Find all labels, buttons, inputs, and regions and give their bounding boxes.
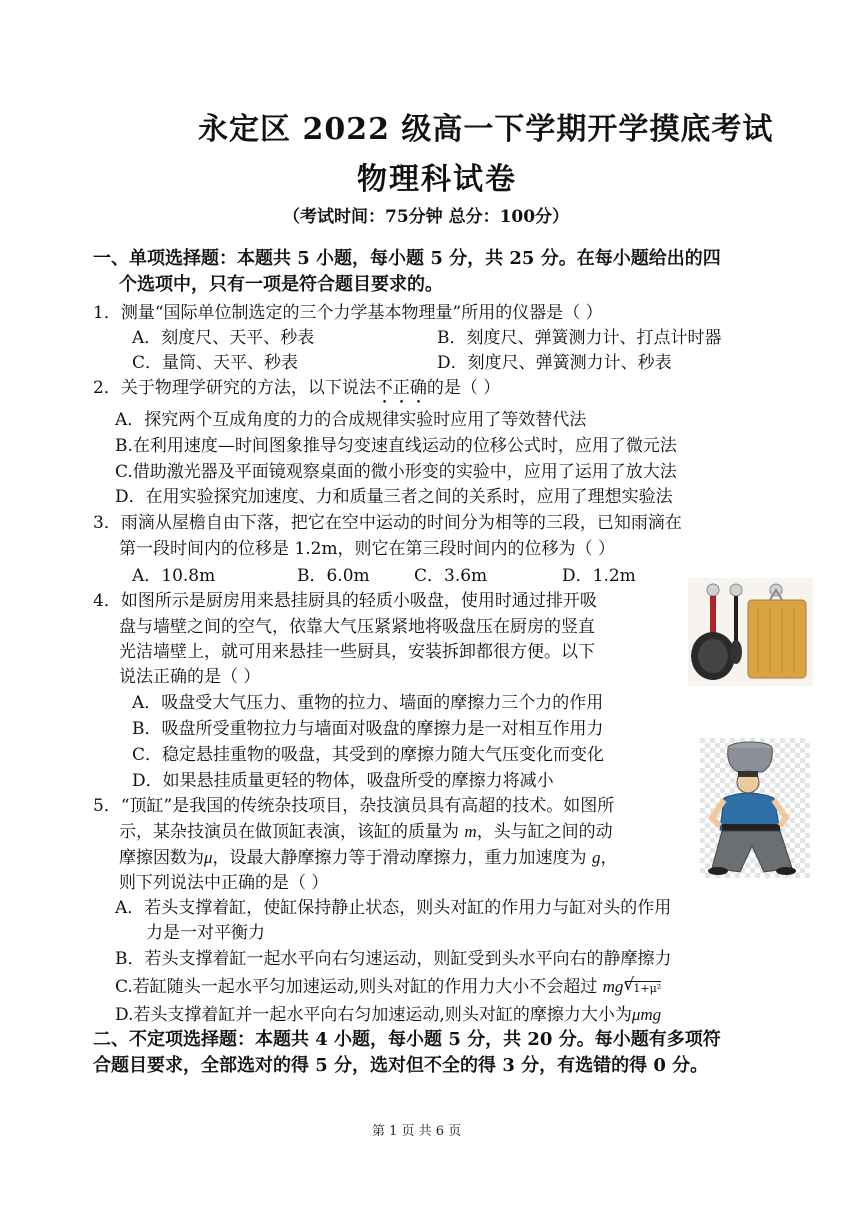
q4-stem-line2: 盘与墙壁之间的空气，依靠大气压紧紧地将吸盘压在厨房的竖直	[119, 617, 595, 637]
q2-stem	[93, 373, 500, 408]
q5-stem-line2-pre: 示，某杂技演员在做顶缸表演，该缸的质量为	[119, 822, 465, 842]
q3-option-d: D．1.2m	[562, 566, 636, 586]
q5-stem-line3-end: ，	[600, 848, 618, 868]
q5-stem-line4: 则下列说法中正确的是（ ）	[119, 873, 329, 893]
q5-stem-line1: 5．“顶缸”是我国的传统杂技项目，杂技演员具有高超的技术。如图所	[93, 796, 615, 816]
q4-option-d: D．如果悬挂质量更轻的物体，吸盘所受的摩擦力将减小	[132, 771, 554, 791]
q5-option-d	[115, 1000, 661, 1025]
q4-stem-line4: 说法正确的是（ ）	[119, 667, 261, 687]
q4-stem-line1: 4．如图所示是厨房用来悬挂厨具的轻质小吸盘，使用时通过排开吸	[93, 591, 597, 611]
q1-option-d: D．刻度尺、弹簧测力计、秒表	[437, 353, 672, 373]
q2-option-d: D．在用实验探究加速度、力和质量三者之间的关系时，应用了理想实验法	[115, 487, 673, 507]
q5-option-d-mumg: μmg	[631, 1005, 662, 1024]
q3-stem-line2: 第一段时间内的位移是 1.2m，则它在第三段时间内的位移为（ ）	[119, 539, 615, 559]
q5-stem-line2-post: ，头与缸之间的动	[476, 822, 613, 842]
q3-stem-line1: 3．雨滴从屋檐自由下落，把它在空中运动的时间分为相等的三段，已知雨滴在	[93, 513, 682, 533]
exam-title: 永定区 2022 级高一下学期开学摸底考试	[198, 112, 774, 147]
q4-option-c: C．稳定悬挂重物的吸盘，其受到的摩擦力随大气压变化而变化	[132, 745, 605, 765]
q5-stem-line2	[119, 817, 613, 842]
q5-mu-symbol: μ	[204, 848, 213, 867]
q5-stem-line3-pre: 摩擦因数为	[119, 848, 204, 868]
q5-option-c-mg: mg	[602, 977, 624, 996]
q5-option-c	[115, 972, 661, 997]
section1-heading-line1: 一、单项选择题：本题共 5 小题，每小题 5 分，共 25 分。在每小题给出的四	[93, 248, 721, 269]
q2-stem-pre: 2．关于物理学研究的方法，以下说法	[93, 378, 376, 398]
section2-heading-line2: 合题目要求，全部选对的得 5 分，选对但不全的得 3 分，有选错的得 0 分。	[93, 1055, 709, 1076]
section2-heading-line1: 二、不定项选择题：本题共 4 小题，每小题 5 分，共 20 分。每小题有多项符	[93, 1029, 721, 1050]
q2-option-a: A．探究两个互成角度的力的合成规律实验时应用了等效替代法	[115, 410, 587, 430]
q5-option-c-sqrt: √ 1+μ²	[625, 981, 661, 996]
q5-g-symbol: g	[591, 848, 601, 867]
q1-stem: 1．测量“国际单位制选定的三个力学基本物理量”所用的仪器是（ ）	[93, 303, 603, 323]
q1-option-a: A．刻度尺、天平、秒表	[132, 328, 315, 348]
page-number-footer: 第 1 页 共 6 页	[372, 1124, 462, 1139]
q4-option-a: A．吸盘受大气压力、重物的拉力、墙面的摩擦力三个力的作用	[132, 693, 604, 713]
q3-option-b: B．6.0m	[297, 566, 370, 586]
q5-stem-line3	[119, 843, 617, 868]
q2-stem-emphasis: 不正确	[375, 378, 427, 398]
exam-subtitle: 物理科试卷	[357, 162, 517, 197]
q2-option-c: C.借助激光器及平面镜观察桌面的微小形变的实验中，应用了运用了放大法	[115, 462, 677, 482]
q3-option-a: A．10.8m	[132, 566, 216, 586]
q4-option-b: B．吸盘所受重物拉力与墙面对吸盘的摩擦力是一对相互作用力	[132, 719, 604, 739]
q4-stem-line3: 光洁墙壁上，就可用来悬挂一些厨具，安装拆卸都很方便。以下	[119, 642, 595, 662]
q5-option-b: B．若头支撑着缸一起水平向右匀速运动，则缸受到头水平向右的静摩擦力	[115, 949, 672, 969]
q5-mass-symbol: m	[464, 822, 477, 841]
q1-option-c: C．量筒、天平、秒表	[132, 353, 299, 373]
q5-option-d-text: D.若头支撑着缸并一起水平向右匀加速运动,则头对缸的摩擦力大小为	[115, 1005, 632, 1025]
q5-option-a-line2: 力是一对平衡力	[146, 923, 265, 943]
q1-option-b: B．刻度尺、弹簧测力计、打点计时器	[437, 328, 722, 348]
exam-info: （考试时间：75分钟 总分：100分）	[283, 207, 570, 227]
q5-option-a-line1: A．若头支撑着缸，使缸保持静止状态，则头对缸的作用力与缸对头的作用	[115, 898, 672, 918]
q2-option-b: B.在利用速度—时间图象推导匀变速直线运动的位移公式时，应用了微元法	[115, 436, 677, 456]
section1-heading-line2: 个选项中，只有一项是符合题目要求的。	[119, 274, 443, 295]
acrobat-jar-image	[700, 738, 810, 878]
q5-stem-line3-post: ，设最大静摩擦力等于滑动摩擦力，重力加速度为	[212, 848, 592, 868]
q3-option-c: C．3.6m	[414, 566, 488, 586]
kitchenware-image	[688, 578, 813, 686]
q2-stem-post: 的是（ ）	[426, 378, 501, 398]
q5-option-c-text: C.若缸随头一起水平匀加速运动,则头对缸的作用力大小不会超过	[115, 977, 603, 997]
